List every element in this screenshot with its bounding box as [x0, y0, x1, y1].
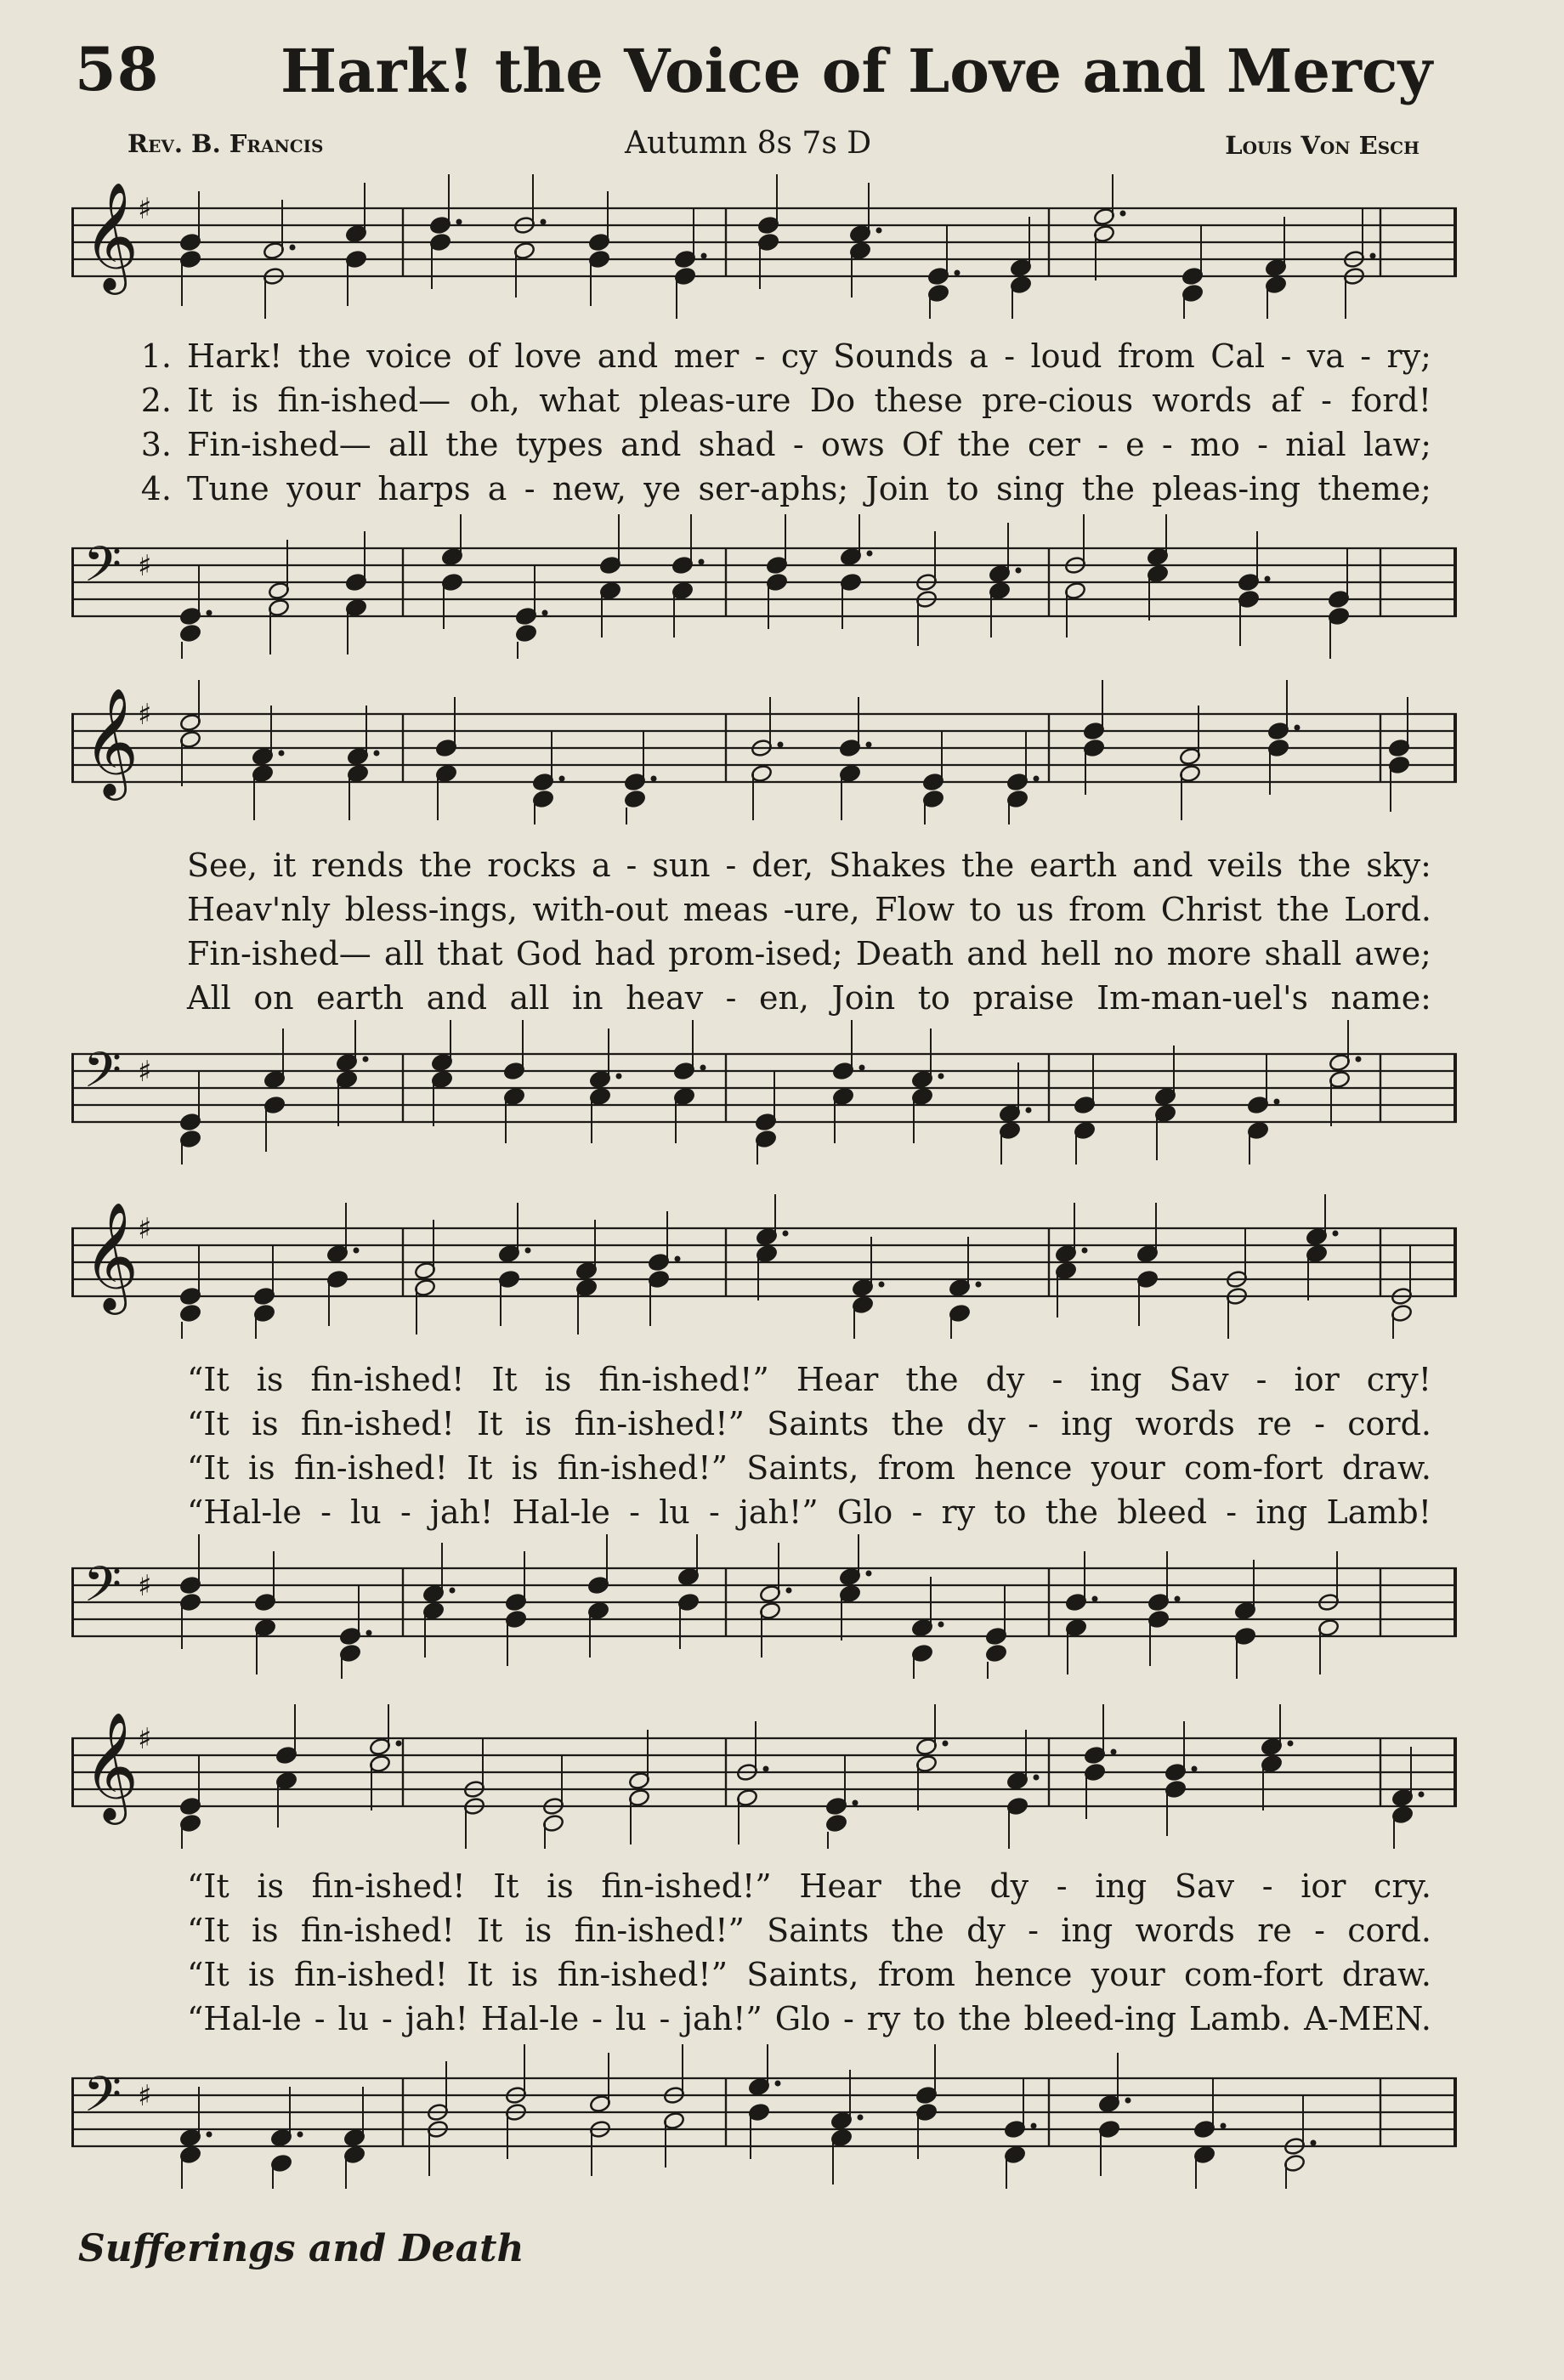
- bass-clef-icon: 𝄢: [83, 2066, 122, 2135]
- lyric-line: Heav'nly bless-ings, with-out meas -ure, Flow to us from Christ the Lord.: [187, 891, 1431, 928]
- treble-staff: [71, 1194, 1457, 1339]
- sharp-key-signature-icon: ♯: [138, 2079, 152, 2113]
- lyric-line: 1. Hark! the voice of love and mer - cy Sounds a - loud from Cal - va - ry;: [140, 337, 1431, 375]
- lyrics-block-4: [122, 1864, 1431, 2041]
- bass-staff: [71, 2044, 1457, 2189]
- treble-clef-icon: 𝄞: [83, 1711, 139, 1820]
- lyric-line: All on earth and all in heav - en, Join to praise Im-man-uel's name:: [187, 979, 1431, 1017]
- note-head-icon: [179, 624, 201, 643]
- treble-staff: [71, 680, 1457, 824]
- lyric-line: Fin-ished— all that God had prom-ised; Death and hell no more shall awe;: [187, 935, 1431, 972]
- sharp-key-signature-icon: ♯: [138, 1212, 152, 1246]
- lyric-line: “It is fin-ished! It is fin-ished!” Saints the dy - ing words re - cord.: [187, 1912, 1431, 1949]
- composer-credit: Louis Von Esch: [1225, 131, 1420, 160]
- treble-clef-icon: 𝄞: [83, 1201, 139, 1310]
- note-head-icon: [179, 1304, 201, 1323]
- lyrics-block-2: [122, 843, 1431, 1020]
- bass-staff: [71, 1534, 1457, 1679]
- sharp-key-signature-icon: ♯: [138, 698, 152, 732]
- sharp-key-signature-icon: ♯: [138, 549, 152, 583]
- bass-clef-icon: 𝄢: [83, 1556, 122, 1625]
- lyrics-block-1: [122, 334, 1431, 511]
- lyric-line: “It is fin-ished! It is fin-ished!” Hear the dy - ing Sav - ior cry!: [187, 1361, 1431, 1398]
- sharp-key-signature-icon: ♯: [138, 1722, 152, 1756]
- bass-staff: [71, 1020, 1457, 1164]
- lyricist-credit: Rev. B. Francis: [128, 129, 324, 158]
- bass-staff: [71, 514, 1457, 659]
- lyrics-block-3: [122, 1357, 1431, 1534]
- tune-name-meter: Autumn 8s 7s D: [625, 126, 872, 161]
- lyric-line: “It is fin-ished! It is fin-ished!” Saints the dy - ing words re - cord.: [187, 1405, 1431, 1442]
- treble-staff: [71, 174, 1457, 319]
- sharp-key-signature-icon: ♯: [138, 192, 152, 226]
- bass-clef-icon: 𝄢: [83, 536, 122, 605]
- note-head-icon: [515, 624, 537, 643]
- lyric-line: 2. It is fin-ished— oh, what pleas-ure Do these pre-cious words af - ford!: [140, 382, 1431, 419]
- section-footer: Sufferings and Death: [78, 2227, 524, 2270]
- sharp-key-signature-icon: ♯: [138, 1055, 152, 1089]
- note-head-icon: [624, 790, 646, 809]
- treble-clef-icon: 𝄞: [83, 181, 139, 290]
- lyric-line: “Hal-le - lu - jah! Hal-le - lu - jah!” Glo - ry to the bleed - ing Lamb!: [187, 1493, 1431, 1531]
- lyric-line: “It is fin-ished! It is fin-ished!” Hear the dy - ing Sav - ior cry.: [187, 1867, 1431, 1905]
- lyric-line: “Hal-le - lu - jah! Hal-le - lu - jah!” Glo - ry to the bleed-ing Lamb. A-MEN.: [187, 2000, 1431, 2037]
- treble-staff: [71, 1704, 1457, 1849]
- note-head-icon: [985, 1644, 1007, 1663]
- lyric-line: 3. Fin-ished— all the types and shad - ows Of the cer - e - mo - nial law;: [140, 426, 1431, 463]
- lyric-line: “It is fin-ished! It is fin-ished!” Saints, from hence your com-fort draw.: [187, 1956, 1431, 1993]
- sharp-key-signature-icon: ♯: [138, 1569, 152, 1603]
- bass-clef-icon: 𝄢: [83, 1041, 122, 1111]
- lyric-line: See, it rends the rocks a - sun - der, Shakes the earth and veils the sky:: [187, 847, 1431, 884]
- note-head-icon: [825, 1814, 847, 1833]
- hymn-credits: [128, 126, 1420, 168]
- hymn-number: 58: [75, 34, 160, 105]
- lyric-line: 4. Tune your harps a - new, ye ser-aphs; Join to sing the pleas-ing theme;: [140, 470, 1431, 507]
- lyric-line: “It is fin-ished! It is fin-ished!” Saints, from hence your com-fort draw.: [187, 1449, 1431, 1487]
- treble-clef-icon: 𝄞: [83, 687, 139, 796]
- hymn-title: Hark! the Voice of Love and Mercy: [280, 36, 1433, 106]
